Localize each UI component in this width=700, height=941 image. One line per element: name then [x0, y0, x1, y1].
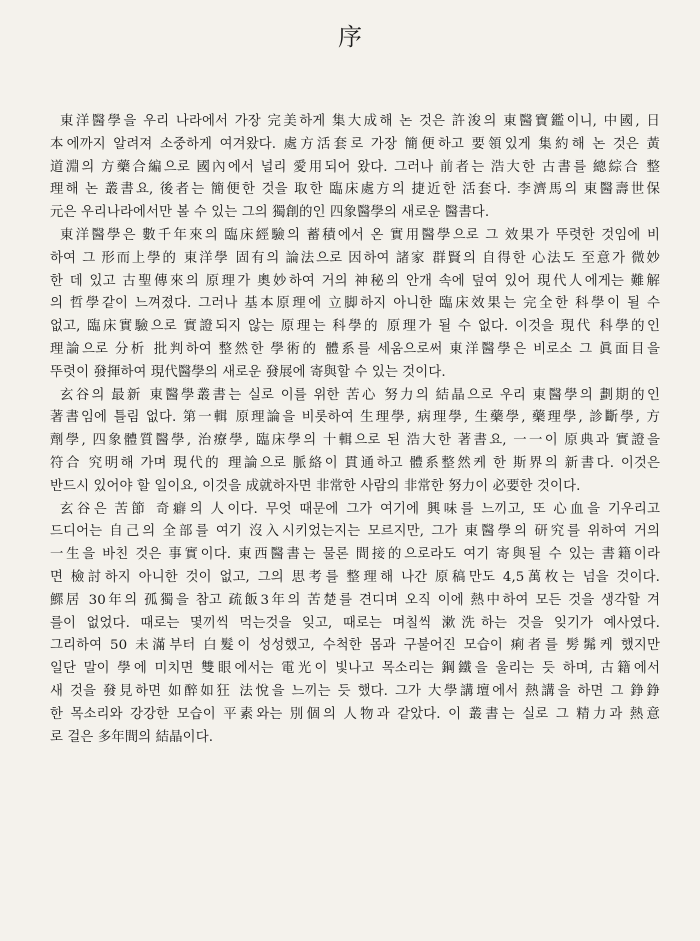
- text-line: 鰥居 30年의 孤獨을 참고 疏飯3年의 苦楚를 견디며 오직 이에 熱中하여 모든 것을 생각할 겨: [50, 592, 660, 608]
- text-line: 玄谷은 苦節 奇癖의 人이다. 무엇 때문에 그가 여기에 興味를 느끼고, 또 心血을 기우리고: [60, 501, 660, 517]
- text-line: 一生을 바친 것은 事實이다. 東西醫書는 물론 間接的으로라도 여기 寄與될 수 있는 書籍이라: [50, 547, 660, 563]
- text-line: 로 걸은 多年間의 結晶이다.: [50, 729, 214, 745]
- text-line: 하여 그 形而上學的 東洋學 固有의 論法으로 因하여 諸家 群賢의 自得한 心法도 至意가 微妙: [50, 250, 660, 266]
- text-line: 道淵의 方藥合編으로 國內에서 널리 愛用되어 왔다. 그러나 前者는 浩大한 古書를 總綜合 整: [50, 159, 660, 175]
- text-line: 새 것을 發見하면 如醉如狂 法悅을 느끼는 듯 했다. 그가 大學講壇에서 熱講을 하면 그 錚錚: [50, 683, 660, 699]
- text-line: 의 哲學같이 느껴졌다. 그러나 基本原理에 立脚하지 아니한 臨床效果는 完全한 科學이 될 수: [50, 296, 660, 312]
- text-line: 드디어는 自己의 全部를 여기 沒入시키었는지는 모르지만, 그가 東醫學의 研究를 위하여 거의: [50, 524, 660, 540]
- text-line: 한 목소리와 강강한 모습이 平素와는 別個의 人物과 같았다. 이 叢書는 실로 그 精力과 熱意: [50, 706, 660, 722]
- text-line: 東洋醫學은 數千年來의 臨床經驗의 蓄積에서 온 實用醫學으로 그 效果가 뚜렷한 것임에 비: [60, 227, 660, 243]
- text-line: 를이 없었다. 때로는 몇끼씩 먹는것을 잊고, 때로는 며칠씩 漱洗하는 것을 잊기가 예사였다.: [50, 615, 660, 631]
- text-line: 면 檢討하지 아니한 것이 없고, 그의 思考를 整理해 나간 原稿만도 4,5萬枚는 넘을 것이다.: [50, 569, 660, 585]
- text-line: 東洋醫學을 우리 나라에서 가장 完美하게 集大成해 논 것은 許浚의 東醫寶鑑이니, 中國, 日: [60, 114, 660, 129]
- text-line: 玄谷의 最新 東醫學叢書는 실로 이를 위한 苦心 努力의 結晶으로 우리 東醫學의 劃期的인: [60, 387, 660, 403]
- text-line: 著書임에 틀림 없다. 第一輯 原理論을 비롯하여 生理學, 病理學, 生藥學, 藥理學, 診斷學, 方: [50, 410, 660, 426]
- text-line: 뚜렷이 發揮하여 現代醫學의 새로운 發展에 寄與할 수 있는 것이다.: [50, 364, 446, 380]
- text-line: 반드시 있어야 할 일이요, 이것을 成就하자면 非常한 사람의 非常한 努力이 必要한 것이다.: [50, 478, 581, 494]
- text-line: 理해 논 叢書요, 後者는 簡便한 것을 取한 臨床處方의 捷近한 活套다. 李濟馬의 東醫壽世保: [50, 182, 660, 198]
- text-line: 本에까지 알려져 소중하게 여겨왔다. 處方活套로 가장 簡便하고 要領있게 集約해 논 것은 黃: [50, 136, 660, 152]
- text-line: 일단 말이 學에 미치면 雙眼에서는 電光이 빛나고 목소리는 鋼鐵을 울리는 듯 하며, 古籍에서: [50, 661, 660, 677]
- preface-body: [50, 111, 660, 749]
- text-line: 그리하여 50 未滿부터 白髮이 성성했고, 수척한 몸과 구불어진 모습이 痢者를 髣髴케 했지만: [50, 638, 660, 654]
- text-line: 符合 究明해 가며 現代的 理論으로 脈絡이 貫通하고 體系整然케 한 斯界의 新書다. 이것은: [50, 455, 660, 471]
- page-title: 序: [338, 23, 362, 51]
- text-line: 理論으로 分析 批判하여 整然한 學術的 體系를 세움으로써 東洋醫學은 비로소 그 眞面目을: [50, 341, 660, 357]
- text-line: 없고, 臨床實驗으로 實證되지 않는 原理는 科學的 原理가 될 수 없다. 이것을 現代 科學的인: [50, 319, 660, 335]
- text-line: 劑學, 四象體質醫學, 治療學, 臨床學의 十輯으로 된 浩大한 著書요, 一一이 原典과 實證을: [50, 433, 660, 449]
- text-line: 元은 우리나라에서만 볼 수 있는 그의 獨創的인 四象醫學의 새로운 醫書다.: [50, 205, 490, 221]
- text-line: 한 데 있고 古聖傳來의 原理가 奧妙하여 거의 神秘의 안개 속에 덮여 있어 現代人에게는 難解: [50, 273, 660, 289]
